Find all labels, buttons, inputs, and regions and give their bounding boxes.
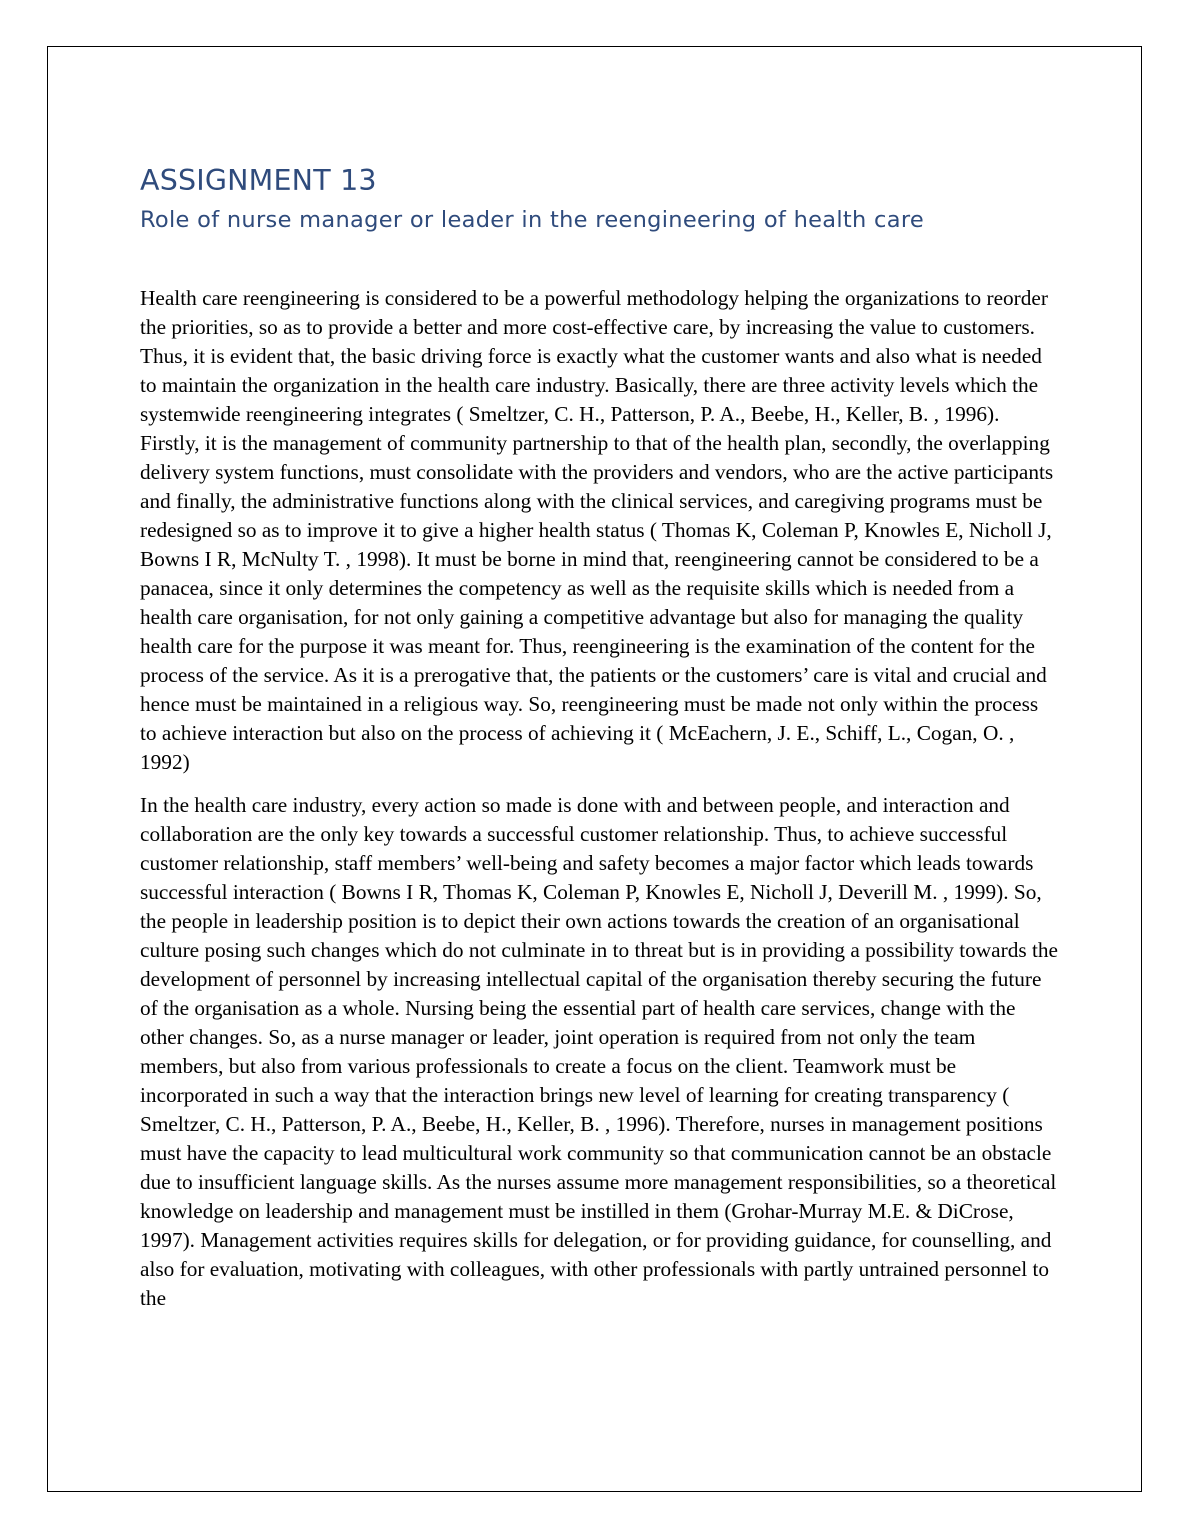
document-subtitle: Role of nurse manager or leader in the reengineering of health care [140,207,925,233]
document-content [140,163,1058,1313]
body-paragraph-1: Health care reengineering is considered to be a powerful methodology helping the organizations to reorder the priorities, so as to provide a better and more cost-effective care, by increasing the value to customers. Thus, it is evident that, the basic driving force is exactly what the customer wants and also what is needed to maintain the organization in the health care industry. Basically, there are three activity levels which the systemwide reengineering integrates ( Smeltzer, C. H., Patterson, P. A., Beebe, H., Keller, B. , 1996). Firstly, it is the management of community partnership to that of the health plan, secondly, the overlapping delivery system functions, must consolidate with the providers and vendors, who are the active participants and finally, the administrative functions along with the clinical services, and caregiving programs must be redesigned so as to improve it to give a higher health status ( Thomas K, Coleman P, Knowles E, Nicholl J, Bowns I R, McNulty T. , 1998). It must be borne in mind that, reengineering cannot be considered to be a panacea, since it only determines the competency as well as the requisite skills which is needed from a health care organisation, for not only gaining a competitive advantage but also for managing the quality health care for the purpose it was meant for. Thus, reengineering is the examination of the content for the process of the service. As it is a prerogative that, the patients or the customers’ care is vital and crucial and hence must be maintained in a religious way. So, reengineering must be made not only within the process to achieve interaction but also on the process of achieving it ( McEachern, J. E., Schiff, L., Cogan, O. , 1992) [140,286,1054,774]
body-paragraph-2: In the health care industry, every action so made is done with and between people, and interaction and collaboration are the only key towards a successful customer relationship. Thus, to achieve successful customer relationship, staff members’ well-being and safety becomes a major factor which leads towards successful interaction ( Bowns I R, Thomas K, Coleman P, Knowles E, Nicholl J, Deverill M. , 1999). So, the people in leadership position is to depict their own actions towards the creation of an organisational culture posing such changes which do not culminate in to threat but is in providing a possibility towards the development of personnel by increasing intellectual capital of the organisation thereby securing the future of the organisation as a whole. Nursing being the essential part of health care services, change with the other changes. So, as a nurse manager or leader, joint operation is required from not only the team members, but also from various professionals to create a focus on the client. Teamwork must be incorporated in such a way that the interaction brings new level of learning for creating transparency ( Smeltzer, C. H., Patterson, P. A., Beebe, H., Keller, B. , 1996). Therefore, nurses in management positions must have the capacity to lead multicultural work community so that communication cannot be an obstacle due to insufficient language skills. As the nurses assume more management responsibilities, so a theoretical knowledge on leadership and management must be instilled in them (Grohar-Murray M.E. & DiCrose, 1997). Management activities requires skills for delegation, or for providing guidance, for counselling, and also for evaluation, motivating with colleagues, with other professionals with partly untrained personnel to the [140,793,1058,1310]
document-title: ASSIGNMENT 13 [140,164,377,197]
